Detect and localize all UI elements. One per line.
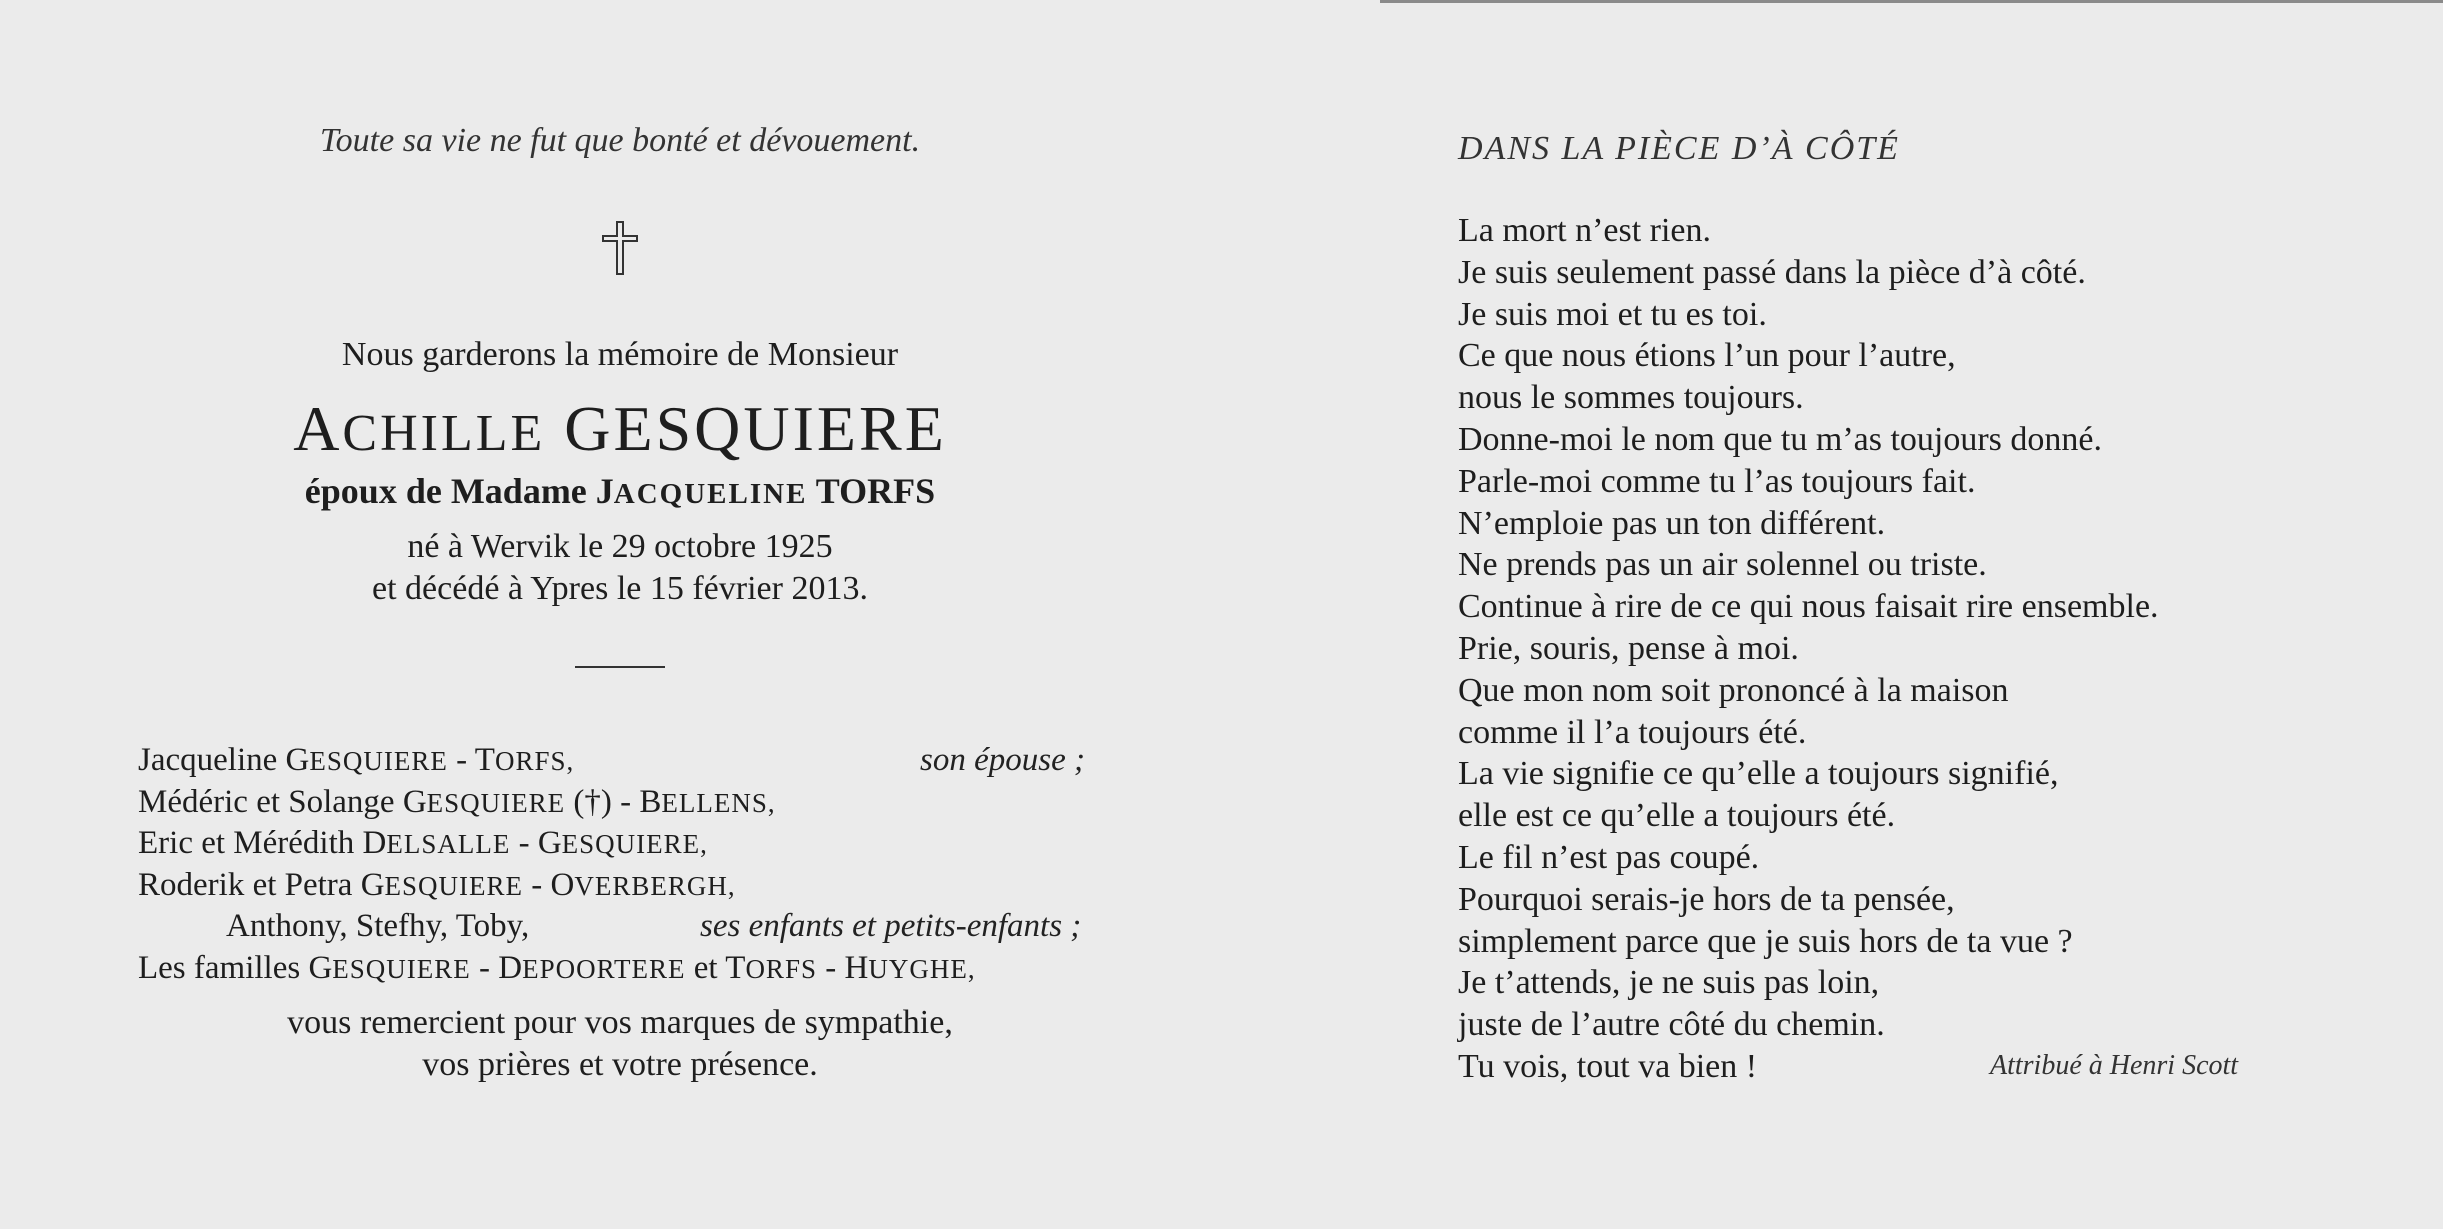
family-row: Eric et Mérédith DELSALLE - GESQUIERE,	[138, 825, 708, 861]
poem-line: Parle-moi comme tu l’as toujours fait.	[1458, 462, 1976, 500]
poem	[1458, 210, 2358, 1088]
poem-line: La mort n’est rien.	[1458, 212, 1712, 249]
poem-line: Prie, souris, pense à moi.	[1458, 629, 1799, 667]
deceased-name	[120, 392, 1120, 466]
poem-line: juste de l’autre côté du chemin.	[1458, 1006, 1885, 1044]
spouse-last: TORFS	[807, 471, 936, 511]
poem-line: Donne-moi le nom que tu m’as toujours donné.	[1458, 420, 2103, 458]
poem-line: Tu vois, tout va bien !	[1458, 1047, 1758, 1085]
thanks-line-2: vos prières et votre présence.	[422, 1046, 818, 1083]
birth-line: né à Wervik le 29 octobre 1925	[407, 528, 833, 565]
family-row: Anthony, Stefhy, Toby, ses enfants et petits-enfants ;	[138, 906, 1138, 948]
family-role: ses enfants et petits-enfants ;	[700, 908, 1082, 944]
thanks-line-1: vous remercient pour vos marques de sympathie,	[287, 1004, 953, 1041]
poem-line: Pourquoi serais-je hors de ta pensée,	[1458, 880, 1955, 918]
family-row: Jacqueline GESQUIERE - TORFS, son épouse ;	[138, 740, 1138, 782]
first-name-rest: CHILLE	[342, 405, 546, 462]
spouse-first-rest: ACQUELINE	[613, 478, 808, 510]
divider	[575, 666, 665, 668]
poem-line: Je t’attends, je ne suis pas loin,	[1458, 964, 1880, 1002]
first-name-initial: A	[293, 393, 343, 464]
spouse-line	[120, 470, 1120, 512]
poem-line: Je suis seulement passé dans la pièce d’à côté.	[1458, 253, 2086, 291]
poem-line: Je suis moi et tu es toi.	[1458, 295, 1767, 333]
poem-title: DANS LA PIÈCE D’À CÔTÉ	[1458, 130, 1900, 167]
intro-text: Nous garderons la mémoire de Monsieur	[341, 336, 899, 373]
motto: Toute sa vie ne fut que bonté et dévouement.	[319, 122, 921, 159]
poem-line: comme il l’a toujours été.	[1458, 713, 1807, 751]
spouse-first-initial: J	[595, 471, 614, 511]
right-page	[1458, 0, 2358, 1229]
poem-line: simplement parce que je suis hors de ta vue ?	[1458, 922, 2073, 960]
family-row: Médéric et Solange GESQUIERE (†) - BELLENS,	[138, 783, 776, 820]
poem-line: La vie signifie ce qu’elle a toujours signifié,	[1458, 755, 2059, 793]
family-role: son épouse ;	[920, 742, 1085, 778]
family-row: Les familles GESQUIERE - DEPOORTERE et TORFS - HUYGHE,	[138, 949, 976, 986]
poem-line: N’emploie pas un ton différent.	[1458, 504, 1886, 542]
latin-cross-icon	[590, 218, 650, 278]
poem-line: nous le sommes toujours.	[1458, 379, 1804, 417]
death-line: et décédé à Ypres le 15 février 2013.	[372, 570, 868, 607]
poem-attribution: Attribué à Henri Scott	[1990, 1050, 2239, 1081]
poem-line: Continue à rire de ce qui nous faisait rire ensemble.	[1458, 588, 2159, 626]
poem-line: Ne prends pas un air solennel ou triste.	[1458, 546, 1987, 584]
left-page	[120, 0, 1120, 1229]
poem-line: Que mon nom soit prononcé à la maison	[1458, 671, 2009, 709]
poem-line: Ce que nous étions l’un pour l’autre,	[1458, 337, 1956, 375]
spouse-prefix: époux de Madame	[304, 471, 596, 511]
family-list	[138, 740, 1138, 989]
last-name: GESQUIERE	[564, 393, 947, 464]
poem-line: Le fil n’est pas coupé.	[1458, 838, 1760, 876]
family-row: Roderik et Petra GESQUIERE - OVERBERGH,	[138, 866, 736, 903]
poem-line: elle est ce qu’elle a toujours été.	[1458, 797, 1896, 835]
